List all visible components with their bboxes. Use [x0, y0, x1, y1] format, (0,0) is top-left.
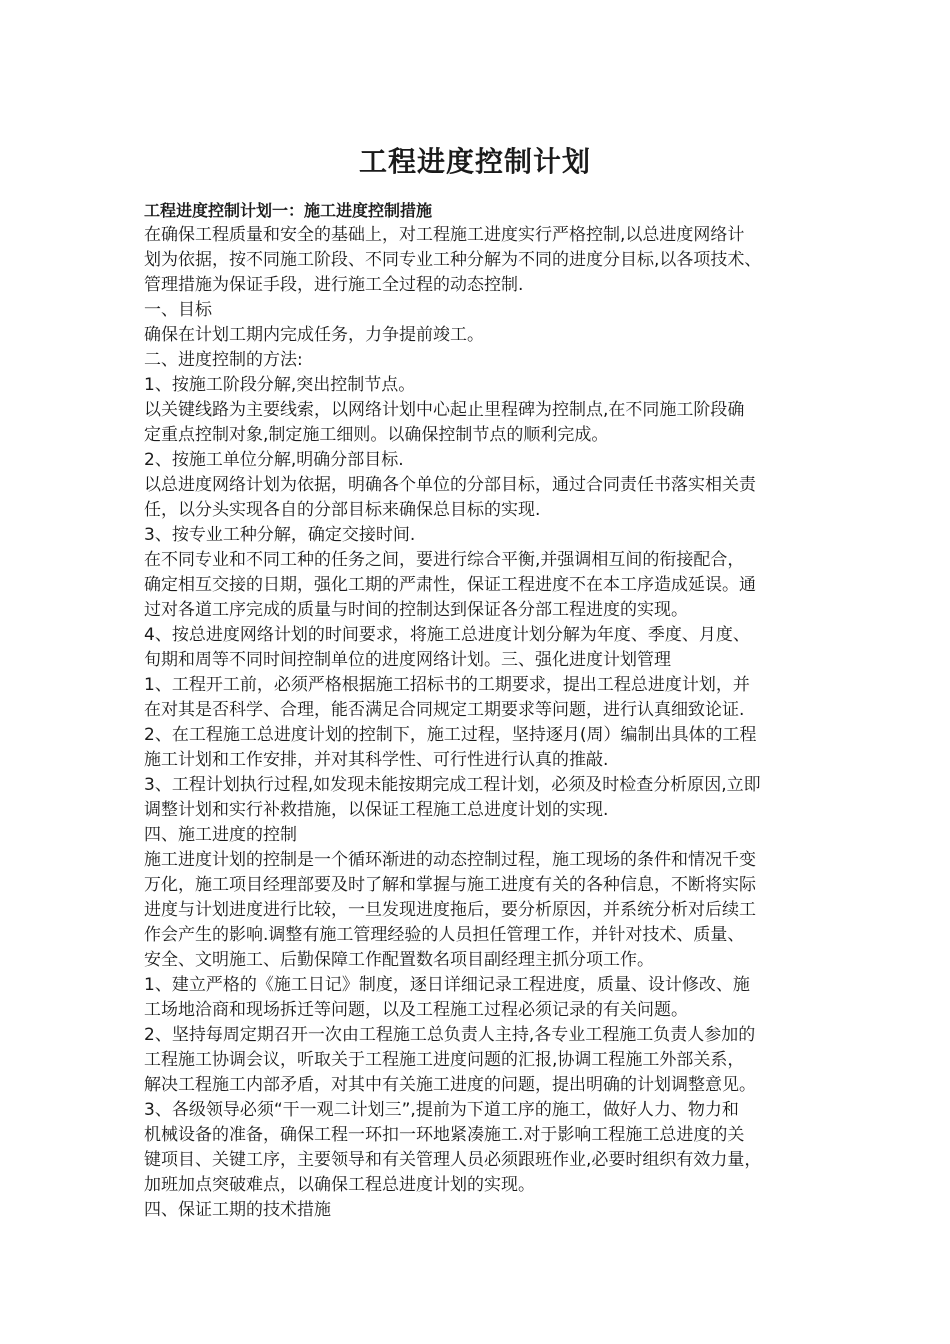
text-line: 4、按总进度网络计划的时间要求，将施工总进度计划分解为年度、季度、月度、 [144, 625, 750, 645]
text-line: 以总进度网络计划为依据，明确各个单位的分部目标，通过合同责任书落实相关责 [144, 475, 756, 495]
text-line: 定重点控制对象,制定施工细则。以确保控制节点的顺利完成。 [144, 425, 609, 445]
text-line: 3、工程计划执行过程,如发现未能按期完成工程计划，必须及时检查分析原因,立即 [144, 775, 761, 795]
text-line: 解决工程施工内部矛盾，对其中有关施工进度的问题，提出明确的计划调整意见。 [144, 1075, 756, 1095]
text-line: 2、按施工单位分解,明确分部目标. [144, 450, 404, 470]
text-line: 加班加点突破难点，以确保工程总进度计划的实现。 [144, 1175, 535, 1195]
text-line: 作会产生的影响.调整有施工管理经验的人员担任管理工作，并针对技术、质量、 [144, 925, 745, 945]
text-line: 安全、文明施工、后勤保障工作配置数名项目副经理主抓分项工作。 [144, 950, 654, 970]
text-line: 施工计划和工作安排，并对其科学性、可行性进行认真的推敲. [144, 750, 609, 770]
text-line: 2、在工程施工总进度计划的控制下，施工过程，坚持逐月(周）编制出具体的工程 [144, 725, 757, 745]
text-line: 一、目标 [144, 300, 212, 320]
text-line: 2、坚持每周定期召开一次由工程施工总负责人主持,各专业工程施工负责人参加的 [144, 1025, 756, 1045]
text-line: 1、工程开工前，必须严格根据施工招标书的工期要求，提出工程总进度计划，并 [144, 675, 750, 695]
text-line: 在对其是否科学、合理，能否满足合同规定工期要求等问题，进行认真细致论证. [144, 700, 745, 720]
document-body [144, 198, 816, 1223]
text-line: 机械设备的准备，确保工程一环扣一环地紧凑施工.对于影响工程施工总进度的关 [144, 1125, 745, 1145]
text-line: 划为依据，按不同施工阶段、不同专业工种分解为不同的进度分目标,以各项技术、 [144, 250, 762, 270]
text-line: 过对各道工序完成的质量与时间的控制达到保证各分部工程进度的实现。 [144, 600, 688, 620]
text-line: 任，以分头实现各自的分部目标来确保总目标的实现. [144, 500, 541, 520]
text-line: 1、按施工阶段分解,突出控制节点。 [144, 375, 416, 395]
text-line: 进度与计划进度进行比较，一旦发现进度拖后，要分析原因，并系统分析对后续工 [144, 900, 756, 920]
text-line: 万化，施工项目经理部要及时了解和掌握与施工进度有关的各种信息，不断将实际 [144, 875, 756, 895]
text-line: 以关键线路为主要线索，以网络计划中心起止里程碑为控制点,在不同施工阶段确 [144, 400, 745, 420]
text-line: 四、施工进度的控制 [144, 825, 297, 845]
text-line: 确保在计划工期内完成任务，力争提前竣工。 [144, 325, 484, 345]
text-line: 确定相互交接的日期，强化工期的严肃性，保证工程进度不在本工序造成延误。通 [144, 575, 756, 595]
text-line: 3、按专业工种分解，确定交接时间. [144, 525, 416, 545]
text-line: 在不同专业和不同工种的任务之间，要进行综合平衡,并强调相互间的衔接配合， [144, 550, 745, 570]
text-line: 1、建立严格的《施工日记》制度，逐日详细记录工程进度，质量、设计修改、施 [144, 975, 750, 995]
text-line: 施工进度计划的控制是一个循环渐进的动态控制过程，施工现场的条件和情况千变 [144, 850, 756, 870]
text-line: 管理措施为保证手段，进行施工全过程的动态控制. [144, 275, 524, 295]
text-line: 工场地洽商和现场拆迁等问题，以及工程施工过程必须记录的有关问题。 [144, 1000, 688, 1020]
text-line: 3、各级领导必须“干一观二计划三”,提前为下道工序的施工，做好人力、物力和 [144, 1100, 739, 1120]
text-line: 工程施工协调会议，听取关于工程施工进度问题的汇报,协调工程施工外部关系， [144, 1050, 745, 1070]
document-title: 工程进度控制计划 [358, 145, 591, 178]
section-heading: 工程进度控制计划一：施工进度控制措施 [144, 201, 433, 220]
text-line: 键项目、关键工序，主要领导和有关管理人员必须跟班作业,必要时组织有效力量， [144, 1150, 762, 1170]
text-line: 四、保证工期的技术措施 [144, 1200, 331, 1220]
text-line: 旬期和周等不同时间控制单位的进度网络计划。三、强化进度计划管理 [144, 650, 671, 670]
text-line: 二、进度控制的方法: [144, 350, 303, 370]
text-line: 在确保工程质量和安全的基础上，对工程施工进度实行严格控制,以总进度网络计 [144, 225, 745, 245]
text-line: 调整计划和实行补救措施，以保证工程施工总进度计划的实现. [144, 800, 609, 820]
